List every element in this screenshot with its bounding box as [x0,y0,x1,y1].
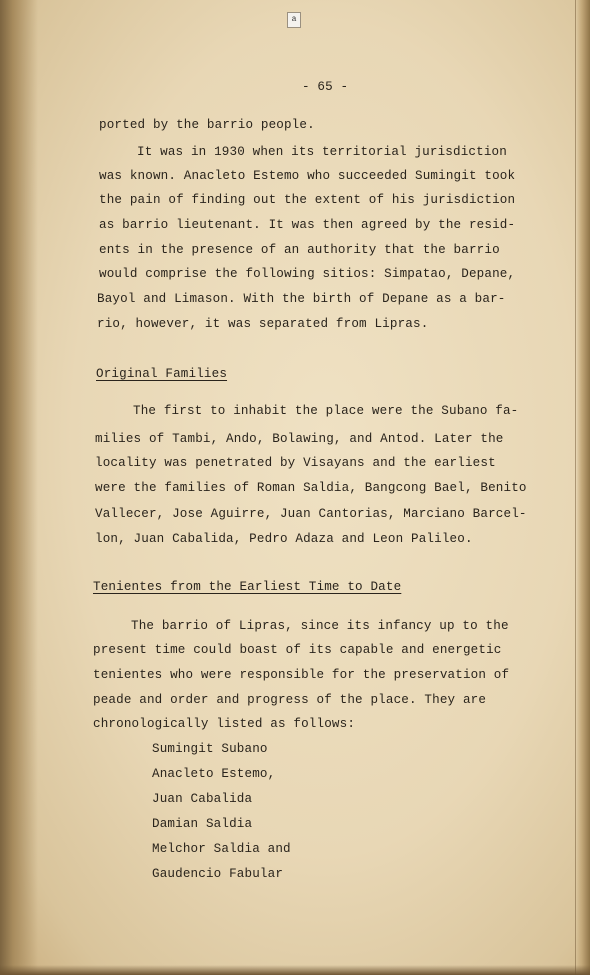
list-item: Damian Saldia [152,817,253,831]
paragraph-line: It was in 1930 when its territorial jurisdiction [137,145,507,159]
paragraph-line: the pain of finding out the extent of his jurisdiction [99,193,516,207]
page-edge-line [575,0,576,975]
section-heading: Tenientes from the Earliest Time to Date [93,580,402,594]
paragraph-line: lon, Juan Cabalida, Pedro Adaza and Leon Palileo. [95,532,473,546]
page-edge [576,0,590,975]
paragraph-line: were the families of Roman Saldia, Bangcong Bael, Benito [95,481,527,495]
paragraph-line: would comprise the following sitios: Simpatao, Depane, [99,267,516,281]
paragraph-line: chronologically listed as follows: [93,717,356,731]
list-item: Gaudencio Fabular [152,867,284,881]
paragraph-line: ported by the barrio people. [99,118,315,132]
paragraph-line: milies of Tambi, Ando, Bolawing, and Antod. Later the [95,432,504,446]
list-item: Melchor Saldia and [152,842,291,856]
paragraph-line: The barrio of Lipras, since its infancy up to the [131,619,509,633]
paragraph-line: peade and order and progress of the place. They are [93,693,487,707]
page-number: - 65 - [302,80,349,94]
binding-shadow [0,0,38,975]
paragraph-line: The first to inhabit the place were the Subano fa- [133,404,519,418]
paragraph-line: Bayol and Limason. With the birth of Depane as a bar- [97,292,506,306]
page-marker: a [287,12,301,28]
paragraph-line: as barrio lieutenant. It was then agreed by the resid- [99,218,516,232]
paragraph-line: tenientes who were responsible for the preservation of [93,668,510,682]
paragraph-line: rio, however, it was separated from Lipras. [97,317,429,331]
paragraph-line: Vallecer, Jose Aguirre, Juan Cantorias, Marciano Barcel- [95,507,527,521]
bottom-edge [0,965,590,975]
paragraph-line: present time could boast of its capable and energetic [93,643,502,657]
paragraph-line: was known. Anacleto Estemo who succeeded Sumingit took [99,169,516,183]
list-item: Anacleto Estemo, [152,767,276,781]
list-item: Juan Cabalida [152,792,253,806]
paragraph-line: ents in the presence of an authority that the barrio [99,243,500,257]
paragraph-line: locality was penetrated by Visayans and the earliest [95,456,496,470]
list-item: Sumingit Subano [152,742,268,756]
section-heading: Original Families [96,367,228,381]
